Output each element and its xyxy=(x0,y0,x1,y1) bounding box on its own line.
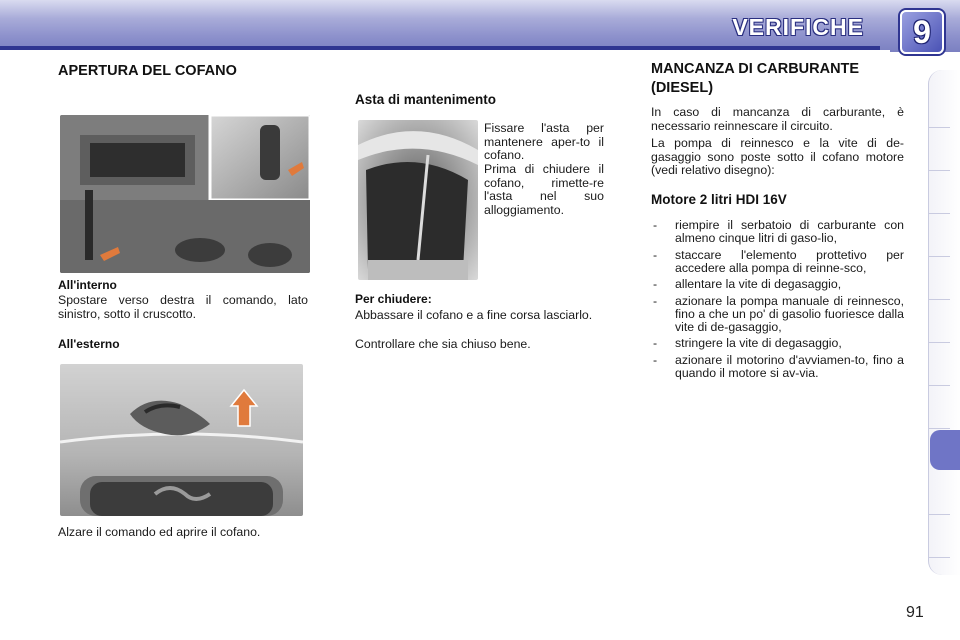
list-item: - stringere la vite di degasaggio, xyxy=(651,337,904,350)
tab-divider xyxy=(928,213,950,214)
tab-divider xyxy=(928,557,950,558)
page-number: 91 xyxy=(906,604,924,621)
bleed-steps-list xyxy=(651,219,904,383)
prop-rod-title: Asta di mantenimento xyxy=(355,92,497,107)
chapter-tab-strip xyxy=(928,70,960,575)
interior-label: All'interno xyxy=(58,278,117,292)
tab-divider xyxy=(928,385,950,386)
exterior-latch-photo xyxy=(60,364,303,516)
fuel-intro-2: La pompa di reinnesco e la vite di de-gasaggio sono poste sotto il cofano motore (vedi relativo disegno): xyxy=(651,136,904,177)
list-item: - allentare la vite di degasaggio, xyxy=(651,278,904,291)
tab-divider xyxy=(928,256,950,257)
chapter-tab-active[interactable] xyxy=(930,430,960,470)
section-title: VERIFICHE xyxy=(732,14,864,40)
tab-divider xyxy=(928,127,950,128)
header-rule-highlight xyxy=(0,50,890,52)
fuel-intro-1: In caso di mancanza di carburante, è necessario reinnescare il circuito. xyxy=(651,105,904,133)
chapter-badge xyxy=(900,10,944,54)
chapter-number: 9 xyxy=(913,13,931,50)
engine-subtitle: Motore 2 litri HDI 16V xyxy=(651,192,787,207)
tab-divider xyxy=(928,299,950,300)
interior-lever-photo xyxy=(60,115,310,273)
list-item: - azionare il motorino d'avviamen-to, fino a quando il motore si av-via. xyxy=(651,354,904,380)
closing-text-1: Abbassare il cofano e a fine corsa lasciarlo. xyxy=(355,308,593,322)
fuel-shortage-title: MANCANZA DI CARBURANTE (DIESEL) xyxy=(651,61,860,96)
tab-divider xyxy=(928,342,950,343)
tab-divider xyxy=(928,428,950,429)
closing-label: Per chiudere: xyxy=(355,292,432,306)
exterior-label: All'esterno xyxy=(58,337,120,351)
hood-opening-title: APERTURA DEL COFANO xyxy=(58,63,237,79)
interior-text: Spostare verso destra il comando, lato sinistro, sotto il cruscotto. xyxy=(58,293,308,321)
hood-prop-rod-photo xyxy=(358,120,478,280)
tab-divider xyxy=(928,170,950,171)
prop-rod-text-2: Prima di chiudere il cofano, rimette-re l'asta nel suo alloggiamento. xyxy=(484,162,604,217)
exterior-caption: Alzare il comando ed aprire il cofano. xyxy=(58,525,261,539)
list-item: - azionare la pompa manuale di reinnesco, fino a che un po' di gasolio fuoriesce dalla vite di de-gasaggio, xyxy=(651,295,904,334)
list-item: - riempire il serbatoio di carburante con almeno cinque litri di gaso-lio, xyxy=(651,219,904,245)
tab-divider xyxy=(928,514,950,515)
closing-text-2: Controllare che sia chiuso bene. xyxy=(355,337,531,351)
prop-rod-text-1: Fissare l'asta per mantenere aper-to il cofano. xyxy=(484,121,604,162)
list-item: - staccare l'elemento prottetivo per accedere alla pompa di reinne-sco, xyxy=(651,249,904,275)
